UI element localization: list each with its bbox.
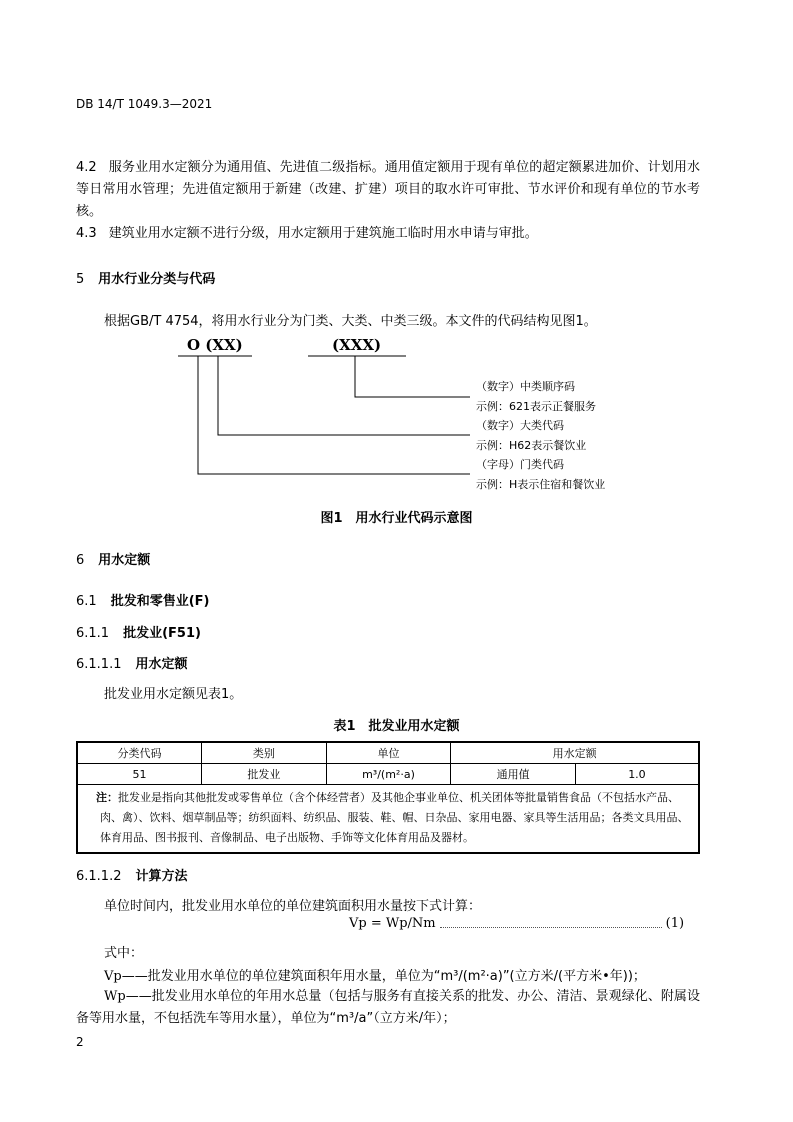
figure-1-caption: 图1 用水行业代码示意图 [320,511,473,526]
definition-text: ——批发业用水单位的单位建筑面积年用水量，单位为“m³/(m²·a)”(立方米/(平方米•年))； [121,969,646,984]
connector-line [218,356,470,435]
table-note [77,785,699,854]
figure-example: 示例：H表示住宿和餐饮业 [476,478,606,491]
definition-symbol: Vp [104,969,122,984]
section-number: 4.2 [76,160,97,175]
table-header-cell: 类别 [202,742,327,764]
formula-1 [349,916,701,931]
section-number: 6.1 [76,594,97,609]
section-title: 用水行业分类与代码 [98,272,216,287]
table-1-caption: 表1 批发业用水定额 [333,719,460,734]
section-title: 计算方法 [135,869,188,884]
section-number: 6.1.1 [76,626,110,641]
section-title: 批发和零售业(F) [110,594,210,609]
connector-line [198,356,470,474]
section-text: 服务业用水定额分为通用值、先进值二级指标。通用值定额用于现有单位的超定额累进加价、计划用水等日常用水管理；先进值定额用于新建（改建、扩建）项目的取水许可审批、节水评价和现有单位的节水考核。 [76,160,700,219]
section-4-3 [76,223,700,245]
table-cell: m³/(m²·a) [326,764,451,785]
page-number: 2 [76,1035,84,1049]
table-cell: 批发业 [202,764,327,785]
section-number: 6 [76,553,85,568]
table-header-cell: 分类代码 [77,742,202,764]
table-header-cell: 单位 [326,742,451,764]
connector-line [355,356,470,397]
section-title: 用水定额 [98,553,151,568]
formula-expression: Vp = Wp/Nm [349,916,436,931]
definition-wp [76,986,700,1030]
section-number: 5 [76,272,85,287]
section-title: 批发业(F51) [123,626,201,641]
table-header-cell: 用水定额 [451,742,699,764]
document-code: DB 14/T 1049.3—2021 [76,97,213,111]
figure-example: 示例：621表示正餐服务 [476,400,596,413]
section-text: 建筑业用水定额不进行分级，用水定额用于建筑施工临时用水申请与审批。 [108,226,538,241]
section-4-2 [76,157,700,223]
section-6-1-1-1-heading [76,653,188,672]
where-label: 式中： [104,946,144,961]
section-number: 6.1.1.1 [76,657,122,672]
note-label: 注： [96,791,118,804]
section-6-1-1-2-heading [76,865,188,884]
figure-example: 示例：H62表示餐饮业 [476,439,587,452]
figure-1-diagram [160,334,660,499]
figure-label: （字母）门类代码 [476,458,564,471]
definition-text: ——批发业用水单位的年用水总量（包括与服务有直接关系的批发、办公、清洁、景观绿化、附属设备等用水量，不包括洗车等用水量），单位为“m³/a”（立方米/年）； [76,989,700,1026]
table-cell: 1.0 [575,764,699,785]
definition-symbol: Wp [104,989,126,1004]
calc-intro: 单位时间内，批发业用水单位的单位建筑面积用水量按下式计算： [104,899,482,914]
formula-number: (1) [665,916,685,931]
section-number: 4.3 [76,226,97,241]
table-note-row [77,785,699,854]
table-1-reference: 批发业用水定额见表1。 [104,687,243,702]
section-6-1-1-heading [76,622,201,641]
section-5-heading [76,268,215,287]
note-text: 批发业是指向其他批发或零售单位（含个体经营者）及其他企事业单位、机关团体等批量销售食品（不包括水产品、肉、禽）、饮料、烟草制品等；纺织面料、纺织品、服装、鞋、帽、日杂品、家用电器、家具等生活用品；各类文具用品、体育用品、图书报刊、音像制品、电子出版物、手饰等文化体育用品及器材。 [100,791,689,844]
table-row [77,764,699,785]
table-1 [76,741,700,854]
code-left-text: O (XX) [187,336,243,354]
section-number: 6.1.1.2 [76,869,122,884]
code-right-text: (XXX) [332,336,382,354]
section-5-intro: 根据GB/T 4754，将用水行业分为门类、大类、中类三级。本文件的代码结构见图1。 [104,314,597,329]
table-cell: 51 [77,764,202,785]
figure-label: （数字）中类顺序码 [476,380,575,393]
section-6-1-heading [76,590,209,609]
formula-leader-dots [440,919,662,928]
table-header-row [77,742,699,764]
section-title: 用水定额 [135,657,188,672]
section-6-heading [76,549,150,568]
definition-vp [104,965,646,984]
table-cell: 通用值 [451,764,576,785]
figure-label: （数字）大类代码 [476,419,564,432]
